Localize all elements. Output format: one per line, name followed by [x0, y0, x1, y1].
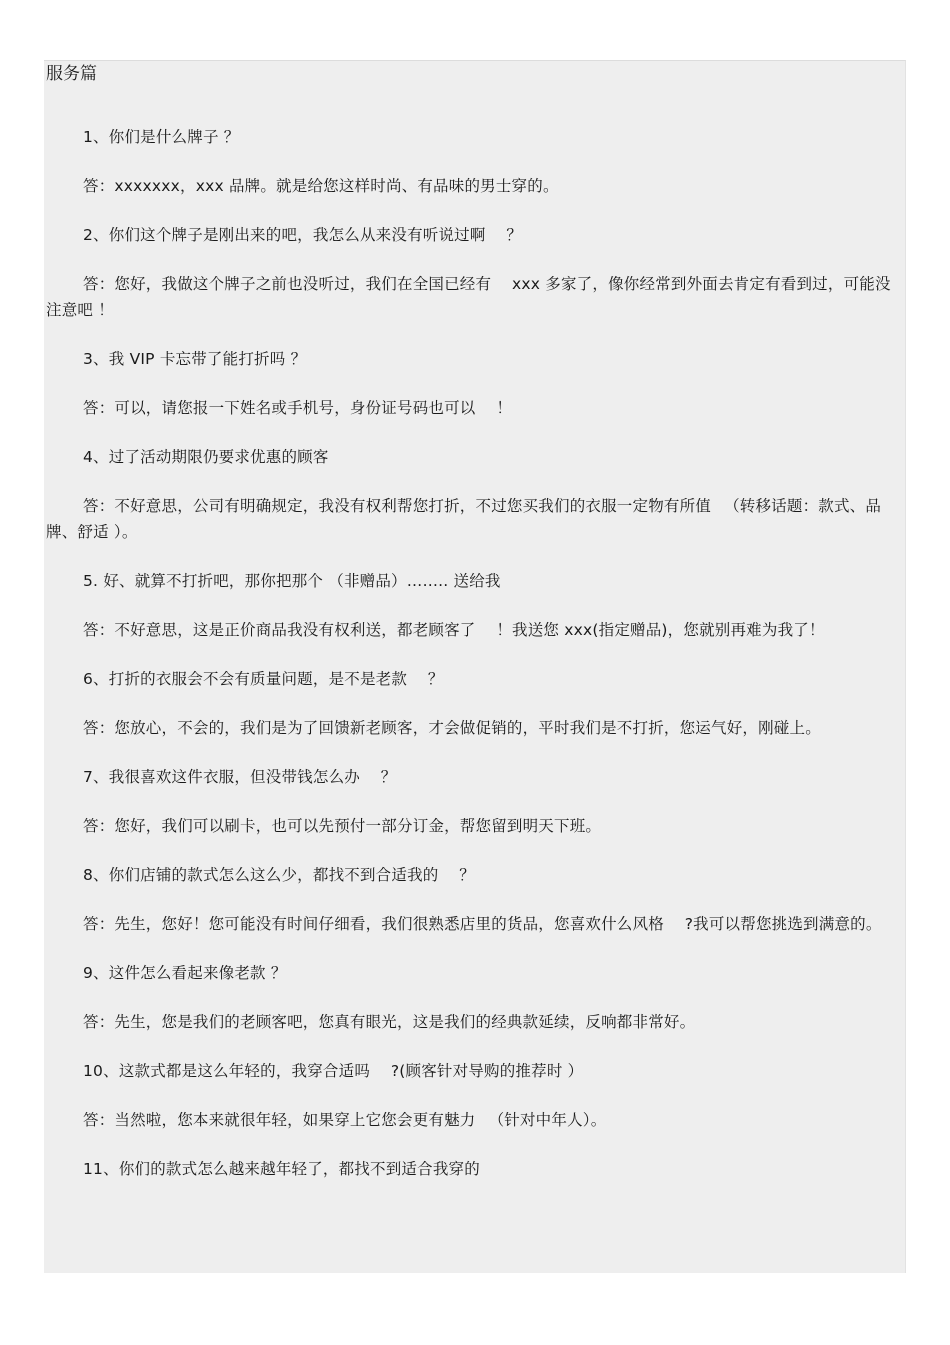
question-8: 8、你们店铺的款式怎么这么少，都找不到合适我的 ？	[83, 866, 475, 884]
answer-4: 答：不好意思，公司有明确规定，我没有权利帮您打折，不过您买我们的衣服一定物有所值 （转移话题：款式、品牌、舒适 ）。	[46, 497, 882, 541]
question-9: 9、这件怎么看起来像老款 ？	[83, 964, 287, 982]
answer-3: 答：可以，请您报一下姓名或手机号，身份证号码也可以 ！	[83, 399, 513, 417]
document-title: 服务篇	[46, 64, 97, 84]
question-3: 3、我 VIP 卡忘带了能打折吗 ？	[83, 350, 307, 368]
question-6: 6、打折的衣服会不会有质量问题，是不是老款 ？	[83, 670, 444, 688]
answer-10: 答：当然啦，您本来就很年轻，如果穿上它您会更有魅力 （针对中年人）。	[83, 1111, 607, 1129]
answer-8: 答：先生，您好！您可能没有时间仔细看，我们很熟悉店里的货品，您喜欢什么风格 ?我可以帮您挑选到满意的。	[83, 915, 882, 933]
question-5: 5. 好、就算不打折吧，那你把那个 （非赠品）…….. 送给我	[83, 572, 501, 590]
question-7: 7、我很喜欢这件衣服，但没带钱怎么办 ？	[83, 768, 397, 786]
answer-6: 答：您放心，不会的，我们是为了回馈新老顾客，才会做促销的，平时我们是不打折，您运气好，刚碰上。	[83, 719, 821, 737]
answer-7: 答：您好，我们可以刷卡，也可以先预付一部分订金，帮您留到明天下班。	[83, 817, 602, 835]
qa-list	[46, 124, 900, 1205]
question-11: 11、你们的款式怎么越来越年轻了，都找不到适合我穿的	[83, 1160, 480, 1178]
document-page	[44, 60, 906, 1273]
answer-9: 答：先生，您是我们的老顾客吧，您真有眼光，这是我们的经典款延续，反响都非常好。	[83, 1013, 696, 1031]
question-4: 4、过了活动期限仍要求优惠的顾客	[83, 448, 329, 466]
answer-2: 答：您好，我做这个牌子之前也没听过，我们在全国已经有 xxx 多家了，像你经常到外面去肯定有看到过，可能没注意吧 ！	[46, 275, 891, 319]
answer-1: 答：xxxxxxx，xxx 品牌。就是给您这样时尚、有品味的男士穿的。	[83, 177, 559, 195]
question-2: 2、你们这个牌子是刚出来的吧，我怎么从来没有听说过啊 ？	[83, 226, 523, 244]
question-1: 1、你们是什么牌子 ？	[83, 128, 240, 146]
question-10: 10、这款式都是这么年轻的，我穿合适吗 ?(顾客针对导购的推荐时 ）	[83, 1062, 584, 1080]
answer-5: 答：不好意思，这是正价商品我没有权利送，都老顾客了 ！我送您 xxx(指定赠品)，您就别再难为我了！	[83, 621, 825, 639]
